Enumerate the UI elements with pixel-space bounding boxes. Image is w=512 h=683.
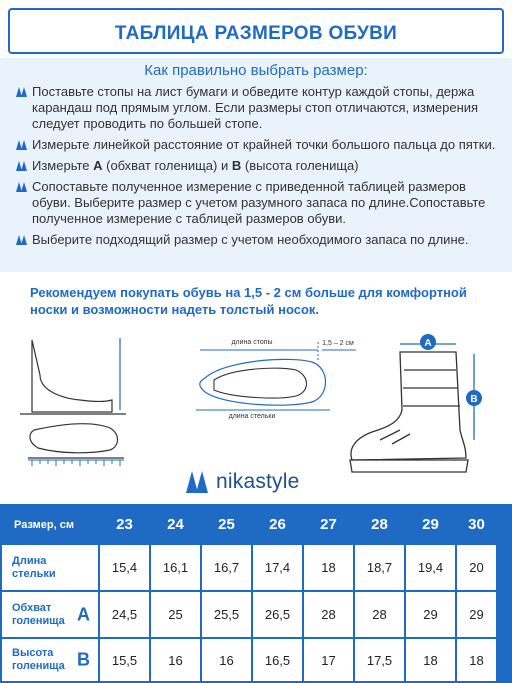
table-header-size: 27 bbox=[304, 506, 353, 543]
table-header-label: Размер, см bbox=[2, 506, 98, 543]
brand-mark-icon bbox=[16, 161, 28, 171]
table-header-size: 30 bbox=[457, 506, 496, 543]
instructions-title: Как правильно выбрать размер: bbox=[144, 62, 368, 79]
brand-mark-icon bbox=[16, 87, 28, 97]
instruction-step bbox=[16, 137, 502, 153]
table-cell: 18,7 bbox=[355, 545, 404, 590]
foot-top-illustration bbox=[28, 424, 124, 458]
row-marker-letter: B bbox=[77, 649, 90, 670]
table-row bbox=[2, 592, 496, 637]
table-cell: 29 bbox=[406, 592, 455, 637]
instruction-step-text: Выберите подходящий размер с учетом необходимого запаса по длине. bbox=[32, 232, 469, 247]
table-header-size: 24 bbox=[151, 506, 200, 543]
marker-b-label: B bbox=[470, 394, 478, 405]
insole-length-label: длина стельки bbox=[228, 413, 276, 420]
title-bar bbox=[0, 0, 512, 60]
page-title: ТАБЛИЦА РАЗМЕРОВ ОБУВИ bbox=[114, 23, 398, 44]
table-header-size: 25 bbox=[202, 506, 251, 543]
row-label: Высота голенища B bbox=[2, 639, 98, 681]
instruction-step-text: Поставьте стопы на лист бумаги и обведите контур каждой стопы, держа карандаш под прямым углом. Если размеры стоп отличаются, измерения следует проводить по большей стопе. bbox=[32, 84, 479, 131]
table-cell: 16,1 bbox=[151, 545, 200, 590]
instruction-step-text: Измерьте линейкой расстояние от крайней точки большого пальца до пятки. bbox=[32, 137, 496, 152]
table-row bbox=[2, 639, 496, 681]
table-cell: 18 bbox=[304, 545, 353, 590]
foot-length-label: длина стопы bbox=[231, 339, 273, 346]
brand-name: nikastyle bbox=[216, 470, 300, 493]
table-cell: 17,4 bbox=[253, 545, 302, 590]
brand-mark-icon bbox=[16, 235, 28, 245]
table-cell: 17 bbox=[304, 639, 353, 681]
table-cell: 17,5 bbox=[355, 639, 404, 681]
table-cell: 25,5 bbox=[202, 592, 251, 637]
foot-side-illustration bbox=[20, 338, 126, 414]
table-cell: 25 bbox=[151, 592, 200, 637]
table-cell: 26,5 bbox=[253, 592, 302, 637]
instructions-panel bbox=[0, 58, 512, 272]
insole-illustration bbox=[196, 342, 356, 410]
table-cell: 16 bbox=[202, 639, 251, 681]
marker-a-label: A bbox=[424, 338, 432, 349]
instruction-step bbox=[16, 84, 502, 132]
table-cell: 20 bbox=[457, 545, 496, 590]
instruction-step-text: Измерьте bbox=[32, 158, 94, 173]
table-header-size: 26 bbox=[253, 506, 302, 543]
marker-b-text: В bbox=[231, 158, 242, 173]
instruction-step-text: (высота голенища) bbox=[241, 158, 359, 173]
brand-mark-icon bbox=[16, 140, 28, 150]
instruction-step bbox=[16, 232, 502, 248]
table-row bbox=[2, 545, 496, 590]
instruction-step-text: Сопоставьте полученное измерение с приведенной таблицей размеров обуви. Выберите размер с учетом разумного запаса по длине.Сопоставьте полученное измерение с таблицей размеров обуви. bbox=[32, 179, 486, 226]
table-header-size: 29 bbox=[406, 506, 455, 543]
instruction-step bbox=[16, 179, 502, 227]
table-cell: 18 bbox=[457, 639, 496, 681]
table-cell: 16 bbox=[151, 639, 200, 681]
brand-mark-icon bbox=[186, 471, 210, 493]
table-cell: 28 bbox=[355, 592, 404, 637]
table-cell: 16,7 bbox=[202, 545, 251, 590]
marker-a-text: А bbox=[93, 158, 103, 173]
table-header-size: 23 bbox=[100, 506, 149, 543]
table-cell: 15,5 bbox=[100, 639, 149, 681]
row-marker-letter: A bbox=[77, 604, 90, 624]
size-table bbox=[0, 504, 512, 683]
table-cell: 19,4 bbox=[406, 545, 455, 590]
title-frame bbox=[8, 8, 504, 54]
table-cell: 29 bbox=[457, 592, 496, 637]
table-cell: 18 bbox=[406, 639, 455, 681]
table-header-size: 28 bbox=[355, 506, 404, 543]
size-table-grid bbox=[0, 504, 498, 683]
table-cell: 28 bbox=[304, 592, 353, 637]
allowance-label: 1,5 – 2 см bbox=[322, 340, 354, 347]
table-cell: 24,5 bbox=[100, 592, 149, 637]
instruction-step-text: (обхват голенища) и bbox=[102, 158, 232, 173]
table-header-row bbox=[2, 506, 496, 543]
boot-illustration bbox=[350, 344, 474, 472]
row-label: Длина стельки bbox=[2, 545, 98, 590]
ruler-illustration bbox=[28, 460, 124, 466]
brand-mark-icon bbox=[16, 182, 28, 192]
row-label: Обхват голенища A bbox=[2, 592, 98, 637]
table-cell: 15,4 bbox=[100, 545, 149, 590]
table-cell: 16,5 bbox=[253, 639, 302, 681]
instruction-step bbox=[16, 158, 502, 174]
recommendation-text: Рекомендуем покупать обувь на 1,5 - 2 см больше для комфортной носки и возможности надеть толстый носок. bbox=[30, 285, 467, 317]
instructions-list bbox=[16, 84, 502, 253]
